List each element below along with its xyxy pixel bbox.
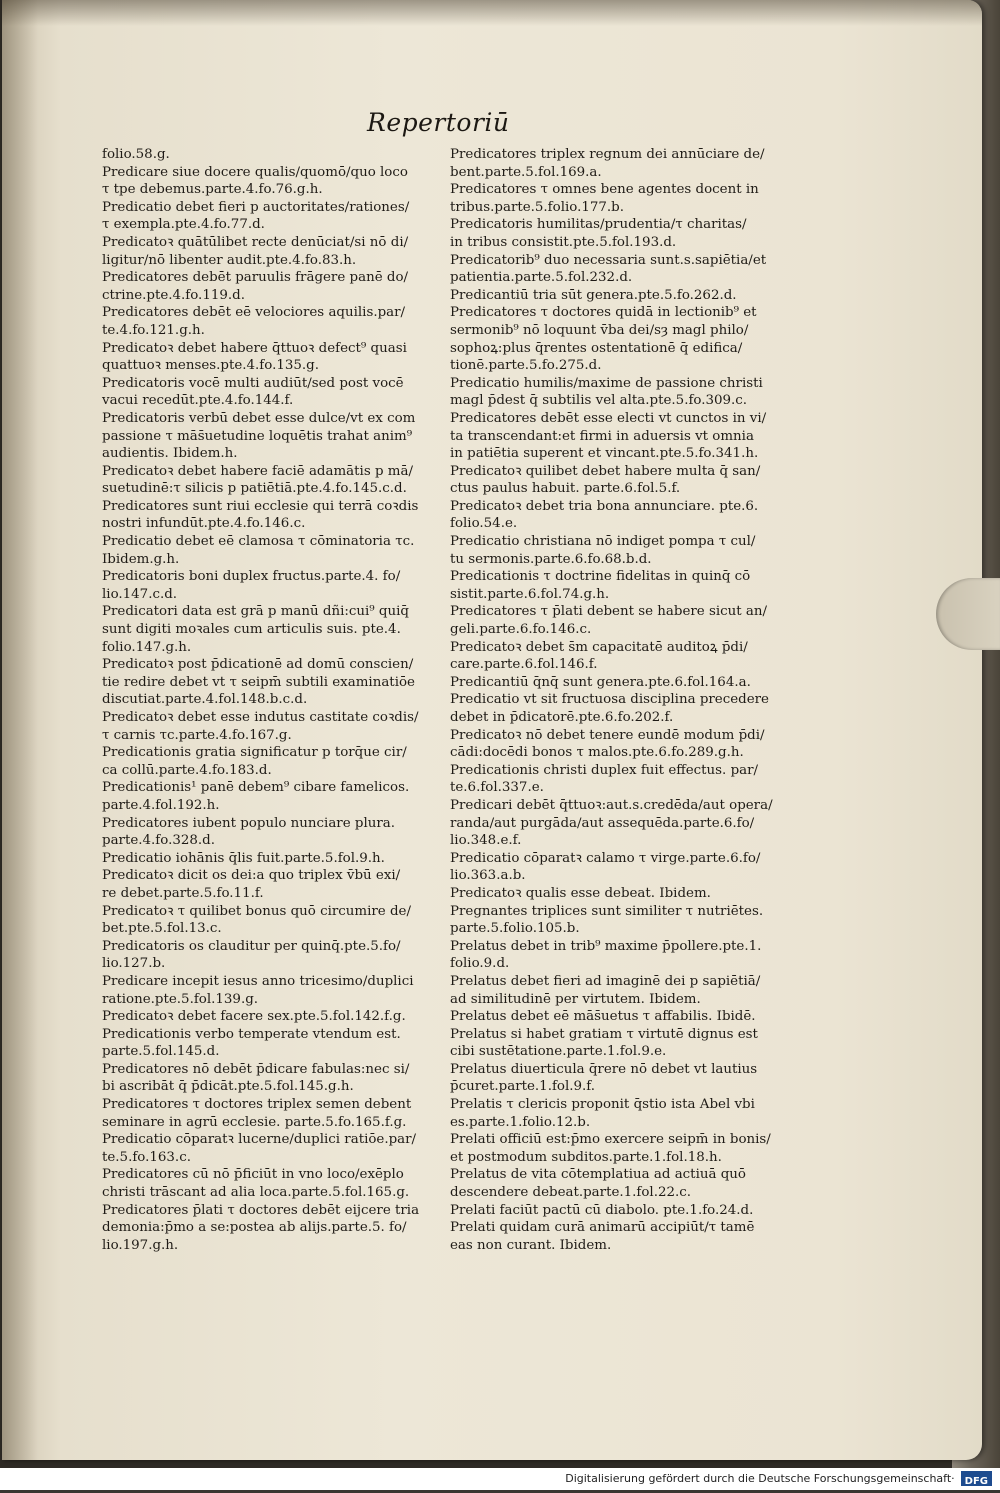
index-line: Prelatus de vita cōtemplatiua ad actiuā quō — [450, 1167, 746, 1183]
index-line: patientia.parte.5.fol.232.d. — [450, 270, 633, 286]
index-line: Predicationis verbo temperate vtendum est. — [102, 1026, 401, 1042]
index-line: Predicatores cū nō p̄ficiūt in vno loco/exēplo — [102, 1167, 404, 1183]
index-line: Predicationis¹ panē debem⁹ cibare famelicos. — [102, 780, 410, 796]
index-line: Predicatores τ doctores triplex semen debent — [102, 1097, 412, 1113]
index-line: Predicare incepit iesus anno tricesimo/duplici — [102, 973, 414, 989]
index-line: Predicatio vt sit fructuosa disciplina precedere — [450, 692, 769, 708]
index-line: Predicatio humilis/maxime de passione christi — [450, 375, 763, 391]
index-line: Predicationis τ doctrine fidelitas in quinq̄ cō — [450, 569, 751, 585]
index-line: sunt digiti moꝛales cum articulis suis. pte.4. — [102, 622, 401, 638]
index-line: Prelatus debet in trib⁹ maxime p̄pollere.pte.1. — [450, 938, 762, 954]
running-header: Repertoriū — [367, 108, 510, 137]
index-line: tu sermonis.parte.6.fo.68.b.d. — [450, 551, 652, 567]
index-line: Prelatus diuerticula q̄rere nō debet vt lautius — [450, 1061, 758, 1077]
index-line: Prelatus si habet gratiam τ virtutē dignus est — [450, 1026, 758, 1042]
index-line: Predicatores τ p̄lati debent se habere sicut an/ — [450, 604, 768, 620]
index-line: ta transcendant:et firmi in aduersis vt omnia — [450, 428, 754, 444]
index-line: discutiat.parte.4.fol.148.b.c.d. — [102, 692, 308, 708]
index-line: Predicantiū tria sūt genera.pte.5.fo.262.d. — [450, 287, 737, 303]
index-line: Predicatores debēt paruulis frāgere panē do/ — [102, 270, 409, 286]
index-line: Predicatoris os clauditur per quinq̄.pte.5.fo/ — [102, 938, 401, 954]
index-line: parte.4.fol.192.h. — [102, 797, 220, 813]
index-line: lio.363.a.b. — [450, 868, 526, 884]
index-line: Predicatoꝛ debet facere sex.pte.5.fol.142.f.g. — [102, 1009, 406, 1025]
index-line: Predicatores triplex regnum dei annūciare de/ — [450, 147, 765, 162]
index-line: tie redire debet vt τ seipm̄ subtili examinatiōe — [102, 674, 415, 690]
index-line: folio.9.d. — [450, 956, 510, 972]
index-line: sistit.parte.6.fol.74.g.h. — [450, 586, 610, 602]
book-page — [2, 0, 982, 1460]
index-line: Predicatores debēt esse electi vt cunctos in vi/ — [450, 410, 767, 426]
index-line: magl p̄dest q̄ subtilis vel alta.pte.5.fo.309.c. — [450, 393, 748, 409]
footer-separator: · — [951, 1472, 955, 1485]
index-line: sermonib⁹ nō loquunt v̄ba dei/sȝ magl philo/ — [450, 322, 749, 338]
index-line: Predicatoꝛ debet esse indutus castitate coꝛdis/ — [102, 710, 419, 725]
index-line: descendere debeat.parte.1.fol.22.c. — [450, 1185, 692, 1201]
index-line: care.parte.6.fol.146.f. — [450, 657, 598, 673]
index-line: te.6.fol.337.e. — [450, 780, 544, 796]
footer-bar — [0, 1468, 1000, 1490]
index-line: parte.5.folio.105.b. — [450, 921, 580, 937]
index-line: Prelatus debet fieri ad imaginē dei p sapiētiā/ — [450, 973, 761, 989]
index-line: Prelatis τ clericis proponit q̄stio ista Abel vbi — [450, 1097, 755, 1113]
index-line: τ tpe debemus.parte.4.fo.76.g.h. — [102, 182, 323, 198]
index-line: christi trāscant ad alia loca.parte.5.fol.165.g. — [102, 1185, 410, 1201]
index-line: nostri infundūt.pte.4.fo.146.c. — [102, 516, 306, 532]
index-line: seminare in agrū ecclesie. parte.5.fo.165.f.g. — [102, 1114, 407, 1130]
index-line: eas non curant. Ibidem. — [450, 1237, 612, 1253]
index-line: Predicationis gratia significatur p torq̄ue cir/ — [102, 745, 407, 761]
index-line: re debet.parte.5.fo.11.f. — [102, 885, 264, 901]
index-line: Predicatio cōparatꝛ calamo τ virge.parte.6.fo/ — [450, 850, 761, 866]
index-line: Predicatores τ doctores quidā in lectionib⁹ et — [450, 305, 757, 321]
index-line: ad similitudinē per virtutem. Ibidem. — [450, 991, 701, 1007]
index-line: bet.pte.5.fol.13.c. — [102, 921, 222, 937]
index-line: lio.197.g.h. — [102, 1237, 179, 1253]
index-line: Predicatoꝛ nō debet tenere eundē modum p̄di/ — [450, 727, 765, 743]
index-line: geli.parte.6.fo.146.c. — [450, 622, 592, 638]
index-line: Predicatoꝛ quātūlibet recte denūciat/si nō di/ — [102, 234, 409, 250]
right-column — [450, 146, 776, 1254]
index-line: Predicatoꝛ debet habere faciē adamātis p mā/ — [102, 463, 413, 479]
index-line: ctrine.pte.4.fo.119.d. — [102, 287, 245, 303]
index-line: Predicatores debēt eē velociores aquilis.par/ — [102, 305, 406, 321]
index-line: Predicatorib⁹ duo necessaria sunt.s.sapiētia/et — [450, 252, 767, 268]
index-line: Pregnantes triplices sunt similiter τ nutriētes. — [450, 903, 764, 919]
index-line: suetudinē:τ silicis p patiētiā.pte.4.fo.145.c.d. — [102, 481, 407, 497]
index-line: folio.58.g. — [102, 147, 170, 162]
index-line: bent.parte.5.fol.169.a. — [450, 164, 602, 180]
dfg-logo[interactable]: DFG — [961, 1471, 992, 1486]
index-line: Predicatoꝛ quilibet debet habere multa q̄ san/ — [450, 463, 761, 479]
index-line: Predicatoris verbū debet esse dulce/vt ex com — [102, 410, 416, 426]
index-line: Predicatoꝛ debet tria bona annunciare. pte.6. — [450, 498, 759, 514]
index-line: ratione.pte.5.fol.139.g. — [102, 991, 259, 1007]
index-line: et postmodum subditos.parte.1.fol.18.h. — [450, 1149, 722, 1165]
index-line: Predicatoꝛ dicit os dei:a quo triplex v̄bū exi/ — [102, 868, 401, 884]
index-line: p̄curet.parte.1.fol.9.f. — [450, 1079, 596, 1095]
page-gutter — [2, 0, 38, 1460]
index-line: Predicatoꝛ debet s̄m capacitatē auditoꝝ p̄di/ — [450, 639, 748, 655]
index-line: tionē.parte.5.fo.275.d. — [450, 358, 602, 374]
index-line: Predicatoris vocē multi audiūt/sed post vocē — [102, 375, 404, 391]
index-line: in tribus consistit.pte.5.fol.193.d. — [450, 234, 677, 250]
index-line: Predicatoris boni duplex fructus.parte.4. fo/ — [102, 569, 401, 585]
index-line: Predicatoꝛ post p̄dicationē ad domū conscien/ — [102, 657, 414, 673]
bookmark-clip — [936, 578, 1000, 650]
index-line: lio.147.c.d. — [102, 586, 178, 602]
index-line: Predicatio debet fieri p auctoritates/rationes/ — [102, 199, 410, 215]
index-line: Predicatoꝛ τ quilibet bonus quō circumire de/ — [102, 903, 411, 919]
index-line: Prelati quidam curā animarū accipiūt/τ tamē — [450, 1220, 755, 1236]
index-line: Predicatio iohānis q̄lis fuit.parte.5.fol.9.h. — [102, 850, 385, 866]
index-line: debet in p̄dicatorē.pte.6.fo.202.f. — [450, 710, 674, 725]
index-line: audientis. Ibidem.h. — [102, 446, 238, 462]
index-line: Predicatori data est grā p manū dñi:cui⁹ quiq̄ — [102, 604, 409, 620]
footer-credit: Digitalisierung gefördert durch die Deutsche Forschungsgemeinschaft — [565, 1472, 952, 1485]
index-line: te.5.fo.163.c. — [102, 1149, 191, 1165]
index-line: folio.147.g.h. — [102, 639, 192, 655]
index-line: Predicatoꝛ debet habere q̄ttuoꝛ defect⁹ quasi — [102, 340, 407, 356]
index-line: Predicatio debet eē clamosa τ cōminatoria τc. — [102, 534, 415, 550]
index-line: bi ascribāt q̄ p̄dicāt.pte.5.fol.145.g.h. — [102, 1079, 354, 1095]
index-line: Predicantiū q̄nq̄ sunt genera.pte.6.fol.164.a. — [450, 674, 751, 690]
index-line: randa/aut purgāda/aut assequēda.parte.6.fo/ — [450, 815, 755, 831]
index-line: Prelati faciūt pactū cū diabolo. pte.1.fo.24.d. — [450, 1202, 754, 1218]
index-line: lio.127.b. — [102, 956, 166, 972]
index-line: ligitur/nō libenter audit.pte.4.fo.83.h. — [102, 252, 357, 268]
index-line: Prelatus debet eē mās̄uetus τ affabilis. Ibidē. — [450, 1009, 756, 1025]
index-line: Predicatio christiana nō indiget pompa τ cul/ — [450, 534, 756, 550]
index-line: τ exempla.pte.4.fo.77.d. — [102, 217, 265, 233]
index-line: Predicatores sunt riui ecclesie qui terrā coꝛdis — [102, 498, 419, 514]
index-line: Predicari debēt q̄ttuoꝛ:aut.s.credēda/aut opera/ — [450, 797, 773, 813]
index-line: Predicatores nō debēt p̄dicare fabulas:nec si/ — [102, 1061, 410, 1077]
index-line: ca collū.parte.4.fo.183.d. — [102, 762, 272, 778]
index-line: Predicatores p̄lati τ doctores debēt eijcere tria — [102, 1202, 420, 1218]
index-line: Predicatio cōparatꝛ lucerne/duplici ratiōe.par/ — [102, 1132, 417, 1148]
index-line: lio.348.e.f. — [450, 833, 522, 849]
index-line: τ carnis τc.parte.4.fo.167.g. — [102, 727, 292, 743]
index-line: te.4.fo.121.g.h. — [102, 322, 205, 338]
index-line: Prelati officiū est:p̄mo exercere seipm̄ in bonis/ — [450, 1132, 771, 1148]
index-line: Ibidem.g.h. — [102, 551, 180, 567]
index-line: Predicatores τ omnes bene agentes docent in — [450, 182, 759, 198]
index-line: Predicatores iubent populo nunciare plura. — [102, 815, 396, 831]
index-line: cibi sustētatione.parte.1.fol.9.e. — [450, 1044, 667, 1060]
index-line: parte.5.fol.145.d. — [102, 1044, 220, 1060]
index-line: sophoꝝ:plus q̄rentes ostentationē q̄ edifica/ — [450, 340, 743, 356]
index-line: demonia:p̄mo a se:postea ab alijs.parte.5. fo/ — [102, 1220, 407, 1236]
index-line: ctus paulus habuit. parte.6.fol.5.f. — [450, 481, 681, 497]
index-line: cādi:docēdi bonos τ malos.pte.6.fo.289.g.h. — [450, 745, 744, 761]
index-line: Predicationis christi duplex fuit effectus. par/ — [450, 762, 759, 778]
index-line: Predicatoꝛ qualis esse debeat. Ibidem. — [450, 885, 711, 901]
index-line: Predicatoris humilitas/prudentia/τ charitas/ — [450, 217, 747, 233]
left-column — [102, 146, 422, 1254]
index-line: in patiētia superent et vincant.pte.5.fo.341.h. — [450, 446, 759, 462]
index-line: passione τ mās̄uetudine loquētis trahat anim⁹ — [102, 428, 413, 444]
index-line: parte.4.fo.328.d. — [102, 833, 215, 849]
index-line: Predicare siue docere qualis/quomō/quo loco — [102, 164, 408, 180]
index-line: tribus.parte.5.folio.177.b. — [450, 199, 624, 215]
index-line: vacui recedūt.pte.4.fo.144.f. — [102, 393, 294, 409]
page-top-shadow — [2, 0, 982, 26]
index-line: es.parte.1.folio.12.b. — [450, 1114, 591, 1130]
index-line: quattuoꝛ menses.pte.4.fo.135.g. — [102, 358, 319, 374]
index-line: folio.54.e. — [450, 516, 518, 532]
